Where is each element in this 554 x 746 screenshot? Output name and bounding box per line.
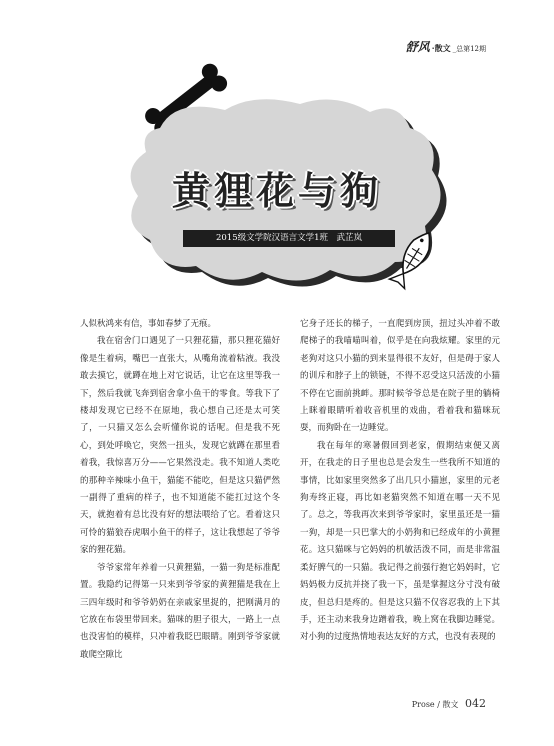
issue-label: _总第12期 — [452, 45, 486, 53]
magazine-brand: 舒风 — [405, 40, 430, 54]
paragraph: 爷爷家常年养着一只黄狸猫，一猫一狗是标准配置。我隐约记得第一只来到爷爷家的黄狸猫是我在上三四年级时和爷爷奶奶在亲戚家里捉的，把刚满月的它放在布袋里带回来。猫咪的胆子很大，一路上一点也没害怕的模样，只冲着我眨巴眼睛。刚到爷爷家就敢爬空隙比 — [80, 562, 280, 660]
author-byline: 2015级文学院汉语言文学1班 武芷岚 — [183, 230, 395, 247]
footer-section-label: Prose / 散文 — [411, 700, 459, 709]
left-column — [80, 316, 280, 664]
paragraph: 我在每年的寒暑假回到老家，假期结束便又离开，在我走的日子里也总是会发生一些我所不知道的事情，比如家里突然多了出几只小猫崽，家里的元老狗寿终正寝，再比如老猫突然不知道在哪一天不见了。总之，等我再次来到爷爷家时，家里虽还是一猫一狗，却是一只巴掌大的小奶狗和已经成年的小黄狸花。这只猫咪与它妈妈的机敏活泼不同，而是非常温柔好脾气的一只猫。我记得之前强行抱它妈妈时，它妈妈极力反抗并挠了我一下，虽是掌握这分寸没有破皮，但总归是疼的。但是这只猫不仅容忍我的上下其手，还主动来我身边蹭着我，晚上窝在我脚边睡觉。对小狗的过度热情地表达友好的方式，也没有表现的 — [300, 440, 500, 643]
article-body — [80, 316, 500, 664]
article-title: 黄狸花与狗 — [171, 169, 382, 213]
epigraph: 人似秋鸿来有信，事如春梦了无痕。 — [80, 319, 217, 329]
paragraph: 我在宿舍门口遇见了一只狸花猫，那只狸花猫好像是生着病，嘴巴一直张大，从嘴角流着粘液。我没敢去摸它，就蹲在地上对它说话，让它在这里等我一下，然后我就飞奔到宿舍拿小鱼干的零食。等我下了楼却发现它已经不在原地，我心想自己还是太可笑了，一只猫又怎么会听懂你说的话呢。但是我不死心，到处呼唤它，突然一扭头，发现它就蹲在那里看着我，我惊喜万分——它果然没走。我不知道人类吃的那种辛辣味小鱼干，猫能不能吃，但是这只猫俨然一副得了重病的样子，也不知道能不能扛过这个冬天，就抱着有总比没有好的想法喂给了它。看着这只可怜的猫狼吞虎咽小鱼干的样子，这让我想起了爷爷家的狸花猫。 — [80, 336, 280, 556]
page-number: 042 — [465, 697, 486, 710]
section-label: ·散文 — [431, 43, 451, 53]
paragraph-continued: 它身子还长的梯子，一直爬到房顶，扭过头冲着不敢爬梯子的我喵喵叫着，似乎是在向我炫耀。家里的元老狗对这只小猫的到来显得很不友好，但是碍于家人的训斥和脖子上的锁链，不得不忍受这只活泼的小猫不停在它面前挑衅。那时候爷爷总是在院子里的躺椅上眯着眼睛听着收音机里的戏曲，看着我和猫咪玩耍，而狗卧在一边睡觉。 — [300, 319, 500, 434]
right-column — [300, 316, 500, 664]
page-footer — [412, 697, 486, 710]
